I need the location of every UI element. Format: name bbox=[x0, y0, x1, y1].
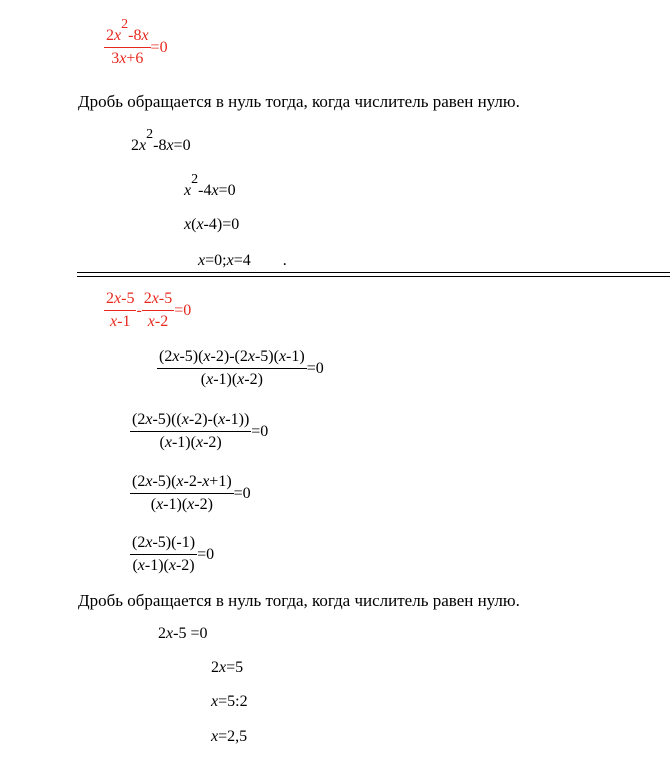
problem2-solution-step2: 2x=5 bbox=[211, 659, 244, 676]
problem1-explanation: Дробь обращается в нуль тогда, когда числитель равен нулю. bbox=[78, 92, 520, 111]
problem1-step3: x(x-4)=0 bbox=[184, 216, 240, 233]
fraction-denominator: 3x+6 bbox=[111, 50, 144, 67]
problem2-step4: $\frac{(2x-5)(-1)}{(x-1)(x-2)}$ =0 bbox=[132, 534, 215, 574]
problem1-given-equation: $\frac{2x^2-8x}{3x+6}$ =0 bbox=[106, 17, 168, 67]
problem2-explanation: Дробь обращается в нуль тогда, когда числитель равен нулю. bbox=[78, 591, 520, 610]
separator-line-top bbox=[77, 272, 670, 273]
step1-fraction: $\frac{(2x-5)(x-2)-(2x-5)(x-1)}{(x-1)(x-2)}$ bbox=[159, 348, 305, 388]
problem2-given-equation: $\frac{2x-5}{x-1}$ - $\frac{2x-5}{x-2}$ =0 bbox=[106, 290, 192, 330]
separator-line-bottom bbox=[77, 276, 670, 277]
problem2-step1: $\frac{(2x-5)(x-2)-(2x-5)(x-1)}{(x-1)(x-2)}$ =0 bbox=[159, 348, 324, 388]
problem2-step3: $\frac{(2x-5)(x-2-x+1)}{(x-1)(x-2)}$ =0 bbox=[132, 473, 251, 513]
problem2-step2: $\frac{(2x-5)((x-2)-(x-1))}{(x-1)(x-2)}$ =0 bbox=[132, 411, 269, 451]
step3-fraction: $\frac{(2x-5)(x-2-x+1)}{(x-1)(x-2)}$ bbox=[132, 473, 232, 513]
problem2-solution-step3: x=5:2 bbox=[211, 693, 248, 710]
problem2-solution-step1: 2x-5 =0 bbox=[158, 625, 208, 642]
fraction-numerator: $2x^2-8x$ bbox=[104, 26, 151, 48]
step2-fraction: $\frac{(2x-5)((x-2)-(x-1))}{(x-1)(x-2)}$ bbox=[132, 411, 250, 451]
problem2-fraction-1: $\frac{2x-5}{x-1}$ bbox=[106, 290, 135, 330]
problem1-step1: $2x^2-8x=0$ bbox=[131, 127, 191, 154]
problem2-answer: x=2,5 bbox=[211, 728, 248, 745]
problem1-step2: $x^2-4x=0$ bbox=[184, 172, 236, 199]
step4-fraction: $\frac{(2x-5)(-1)}{(x-1)(x-2)}$ bbox=[132, 534, 196, 574]
problem2-fraction-2: $\frac{2x-5}{x-2}$ bbox=[143, 290, 173, 330]
problem1-answer: x=0;x=4 . bbox=[198, 252, 287, 269]
problem1-given-fraction bbox=[104, 17, 151, 69]
